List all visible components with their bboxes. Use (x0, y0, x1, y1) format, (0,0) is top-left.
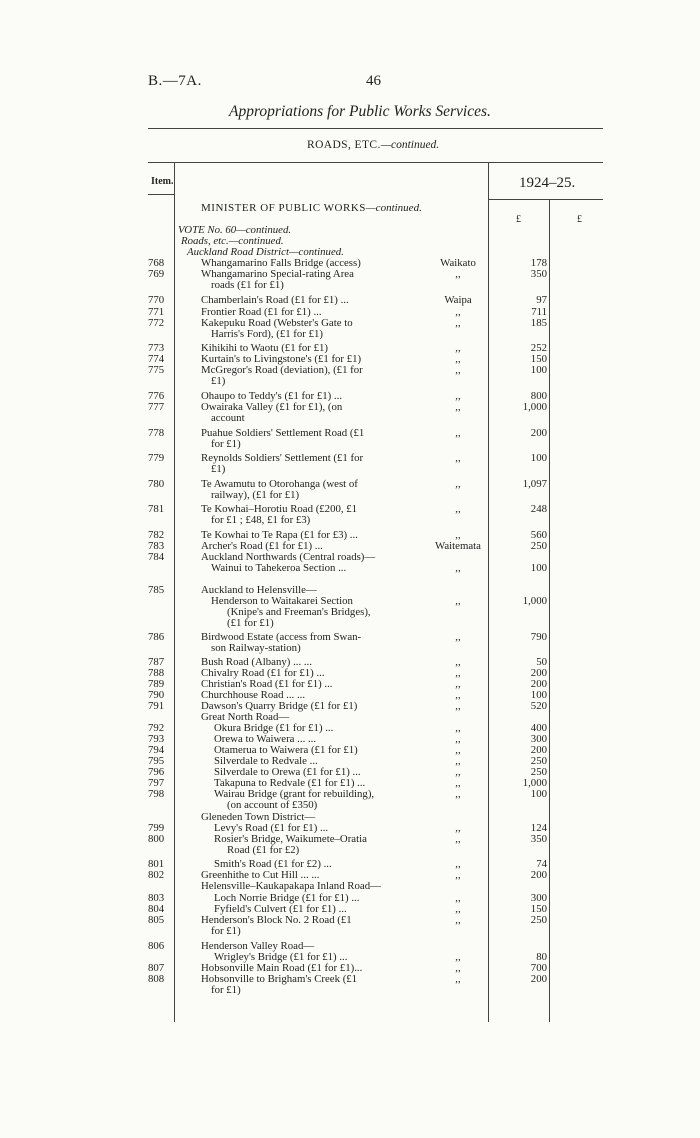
district-name: ,, (455, 700, 461, 712)
item-number: 799 (148, 822, 165, 834)
item-number: 775 (148, 364, 165, 376)
item-description: Te Awamutu to Otorohanga (west of (201, 478, 358, 490)
item-number: 777 (148, 401, 165, 413)
amount-value: 100 (530, 689, 547, 701)
item-description: (£1 for £1) (227, 617, 274, 629)
item-number: 800 (148, 833, 165, 845)
amount-value: 252 (530, 342, 547, 354)
item-description: Wainui to Tahekeroa Section ... (211, 562, 347, 574)
item-description: Auckland Northwards (Central roads)— (201, 551, 376, 563)
amount-value: 1,000 (522, 595, 547, 607)
item-number: 778 (148, 427, 165, 439)
item-number: 805 (148, 914, 165, 926)
item-number: 780 (148, 478, 165, 490)
amount-value: 200 (530, 869, 547, 881)
item-description: £1) (211, 463, 226, 475)
amount-value: 790 (530, 631, 547, 643)
item-description: son Railway-station) (211, 642, 301, 654)
item-number: 801 (148, 858, 165, 870)
item-description: Kihikihi to Waotu (£1 for £1) (201, 342, 328, 354)
amount-value: 350 (530, 268, 547, 280)
amount-value: 200 (530, 427, 547, 439)
amount-value: 124 (530, 822, 547, 834)
item-description: McGregor's Road (deviation), (£1 for (201, 364, 363, 376)
item-number: 802 (148, 869, 165, 881)
amount-value: 560 (530, 529, 547, 541)
item-description: Churchhouse Road ... ... (201, 689, 306, 701)
item-number: 807 (148, 962, 165, 974)
item-number: 776 (148, 390, 165, 402)
item-description: Okura Bridge (£1 for £1) ... (214, 722, 334, 734)
item-description: Levy's Road (£1 for £1) ... (214, 822, 329, 834)
district-name: ,, (455, 973, 461, 985)
amount-value: 400 (530, 722, 547, 734)
amount-value: 50 (536, 656, 547, 668)
item-number: 793 (148, 733, 165, 745)
district-name: ,, (455, 562, 461, 574)
district-name: ,, (455, 962, 461, 974)
district-name: ,, (455, 777, 461, 789)
item-description: (Knipe's and Freeman's Bridges), (227, 606, 371, 618)
item-description: Birdwood Estate (access from Swan- (201, 631, 362, 643)
district-name: ,, (455, 689, 461, 701)
amount-value: 250 (530, 914, 547, 926)
amount-value: 250 (530, 540, 547, 552)
district-name: ,, (455, 268, 461, 280)
amount-value: 520 (530, 700, 547, 712)
item-number: 779 (148, 452, 165, 464)
district-name: ,, (455, 503, 461, 515)
amount-value: 178 (530, 257, 547, 269)
amount-value: 97 (536, 294, 547, 306)
item-description: Otamerua to Waiwera (£1 for £1) (214, 744, 358, 756)
district-name: ,, (455, 722, 461, 734)
district-name: Waitemata (435, 540, 481, 552)
amount-value: 150 (530, 353, 547, 365)
district-name: ,, (455, 733, 461, 745)
amount-value: 100 (530, 788, 547, 800)
item-description: Henderson to Waitakarei Section (211, 595, 353, 607)
item-number: 797 (148, 777, 165, 789)
district-name: ,, (455, 390, 461, 402)
item-number: 769 (148, 268, 165, 280)
item-number: 795 (148, 755, 165, 767)
amount-value: 200 (530, 744, 547, 756)
item-number: 781 (148, 503, 165, 515)
district-name: ,, (455, 833, 461, 845)
amount-value: 1,000 (522, 777, 547, 789)
item-description: (on account of £350) (227, 799, 318, 811)
item-number: 787 (148, 656, 165, 668)
amount-value: 350 (530, 833, 547, 845)
top-rule (148, 128, 603, 129)
district-name: Waipa (444, 294, 472, 306)
district-name: ,, (455, 342, 461, 354)
item-description: Kakepuku Road (Webster's Gate to (201, 317, 353, 329)
item-description: Archer's Road (£1 for £1) ... (201, 540, 323, 552)
amount-value: 100 (530, 452, 547, 464)
item-description: Loch Norrie Bridge (£1 for £1) ... (214, 892, 360, 904)
item-description: Orewa to Waiwera ... ... (214, 733, 317, 745)
item-description: £1) (211, 375, 226, 387)
amount-value: 200 (530, 678, 547, 690)
pound-sign-col1: £ (516, 214, 521, 225)
item-header-rule (148, 194, 174, 195)
ministry-heading: MINISTER OF PUBLIC WORKS—continued. (201, 202, 422, 214)
district-name: ,, (455, 427, 461, 439)
item-description: account (211, 412, 245, 424)
item-description: for £1) (211, 925, 241, 937)
amount-value: 200 (530, 667, 547, 679)
item-description: for £1) (211, 438, 241, 450)
amount-value: 150 (530, 903, 547, 915)
table-top-rule (148, 162, 603, 163)
amount-value: 100 (530, 562, 547, 574)
district-name: ,, (455, 822, 461, 834)
item-description: railway), (£1 for £1) (211, 489, 300, 501)
item-number: 806 (148, 940, 165, 952)
item-description: Te Kowhai–Horotiu Road (£200, £1 (201, 503, 358, 515)
section-subtitle: ROADS, ETC.—continued. (307, 139, 440, 151)
district-name: ,, (455, 951, 461, 963)
item-number: 794 (148, 744, 165, 756)
document-reference: B.—7A. (148, 73, 202, 89)
item-description: Henderson's Block No. 2 Road (£1 (201, 914, 352, 926)
item-number: 772 (148, 317, 165, 329)
item-description: Reynolds Soldiers' Settlement (£1 for (201, 452, 364, 464)
district-name: ,, (455, 452, 461, 464)
district-name: ,, (455, 869, 461, 881)
item-description: Chivalry Road (£1 for £1) ... (201, 667, 325, 679)
amount-value: 300 (530, 892, 547, 904)
item-description: Frontier Road (£1 for £1) ... (201, 306, 322, 318)
item-number: 789 (148, 678, 165, 690)
district-name: ,, (455, 678, 461, 690)
item-number: 803 (148, 892, 165, 904)
item-number: 784 (148, 551, 165, 563)
item-description: Bush Road (Albany) ... ... (201, 656, 312, 668)
item-number: 798 (148, 788, 165, 800)
year-column-header: 1924–25. (519, 175, 576, 191)
district-name: ,, (455, 858, 461, 870)
amount-value: 185 (530, 317, 547, 329)
item-description: VOTE No. 60—continued. (178, 224, 292, 236)
item-number: 768 (148, 257, 165, 269)
amount-value: 250 (530, 766, 547, 778)
item-description: Silverdale to Orewa (£1 for £1) ... (214, 766, 361, 778)
district-name: ,, (455, 667, 461, 679)
district-name: ,, (455, 744, 461, 756)
district-name: Waikato (440, 257, 476, 269)
item-description: Harris's Ford), (£1 for £1) (211, 328, 323, 340)
item-description: Auckland Road District—continued. (187, 246, 344, 258)
item-description: Dawson's Quarry Bridge (£1 for £1) (201, 700, 358, 712)
item-number: 788 (148, 667, 165, 679)
item-description: for £1) (211, 984, 241, 996)
amount-value: 74 (536, 858, 547, 870)
district-name: ,, (455, 656, 461, 668)
item-description: Auckland to Helensville— (201, 584, 317, 596)
amount-value: 200 (530, 973, 547, 985)
amount-value: 800 (530, 390, 547, 402)
district-name: ,, (455, 401, 461, 413)
item-description: Ohaupo to Teddy's (£1 for £1) ... (201, 390, 343, 402)
district-name: ,, (455, 364, 461, 376)
district-name: ,, (455, 631, 461, 643)
item-number: 796 (148, 766, 165, 778)
item-description: Helensville–Kaukapakapa Inland Road— (201, 880, 381, 892)
amount-value: 1,097 (522, 478, 547, 490)
amount-value: 1,000 (522, 401, 547, 413)
item-number: 786 (148, 631, 165, 643)
item-description: Great North Road— (201, 711, 290, 723)
amount-value: 80 (536, 951, 547, 963)
item-number: 783 (148, 540, 165, 552)
item-description: Rosier's Bridge, Waikumete–Oratia (214, 833, 367, 845)
item-description: Wrigley's Bridge (£1 for £1) ... (214, 951, 348, 963)
item-column-header: Item. (151, 176, 174, 187)
item-description: Hobsonville Main Road (£1 for £1)... (201, 962, 363, 974)
item-description: Roads, etc.—continued. (181, 235, 284, 247)
item-description: Fyfield's Culvert (£1 for £1) ... (214, 903, 347, 915)
item-description: Christian's Road (£1 for £1) ... (201, 678, 333, 690)
item-description: Gleneden Town District— (201, 811, 316, 823)
item-description: roads (£1 for £1) (211, 279, 284, 291)
year-header-rule (488, 199, 603, 200)
item-description: Chamberlain's Road (£1 for £1) ... (201, 294, 349, 306)
amount-value: 300 (530, 733, 547, 745)
item-description: Hobsonville to Brigham's Creek (£1 (201, 973, 358, 985)
item-description: Greenhithe to Cut Hill ... ... (201, 869, 320, 881)
district-name: ,, (455, 595, 461, 607)
item-number: 774 (148, 353, 165, 365)
district-name: ,, (455, 903, 461, 915)
item-description: Wairau Bridge (grant for rebuilding), (214, 788, 375, 800)
amount-value: 248 (530, 503, 547, 515)
item-number: 804 (148, 903, 165, 915)
amount-value: 711 (531, 306, 547, 318)
item-number: 770 (148, 294, 165, 306)
item-number: 785 (148, 584, 165, 596)
amount-subcolumn-divider (549, 199, 550, 1022)
item-column-divider (174, 162, 175, 1022)
amount-value: 700 (530, 962, 547, 974)
item-number: 773 (148, 342, 165, 354)
district-name: ,, (455, 788, 461, 800)
district-name: ,, (455, 306, 461, 318)
page-number: 46 (366, 73, 381, 89)
item-description: Silverdale to Redvale ... (214, 755, 318, 767)
item-number: 792 (148, 722, 165, 734)
item-number: 790 (148, 689, 165, 701)
item-description: for £1 ; £48, £1 for £3) (211, 514, 311, 526)
item-description: Smith's Road (£1 for £2) ... (214, 858, 332, 870)
item-description: Owairaka Valley (£1 for £1), (on (201, 401, 343, 413)
district-name: ,, (455, 353, 461, 365)
item-description: Whangamarino Falls Bridge (access) (201, 257, 361, 269)
item-description: Henderson Valley Road— (201, 940, 315, 952)
amount-value: 100 (530, 364, 547, 376)
district-name: ,, (455, 478, 461, 490)
amount-value: 250 (530, 755, 547, 767)
item-number: 808 (148, 973, 165, 985)
district-name: ,, (455, 892, 461, 904)
item-number: 771 (148, 306, 165, 318)
item-description: Te Kowhai to Te Rapa (£1 for £3) ... (201, 529, 358, 541)
item-description: Puahue Soldiers' Settlement Road (£1 (201, 427, 365, 439)
item-description: Whangamarino Special-rating Area (201, 268, 354, 280)
item-description: Takapuna to Redvale (£1 for £1) ... (214, 777, 366, 789)
district-name: ,, (455, 755, 461, 767)
district-name: ,, (455, 529, 461, 541)
item-number: 782 (148, 529, 165, 541)
item-description: Road (£1 for £2) (227, 844, 300, 856)
pound-sign-col2: £ (577, 214, 582, 225)
district-name: ,, (455, 914, 461, 926)
item-number: 791 (148, 700, 165, 712)
district-name: ,, (455, 766, 461, 778)
district-name: ,, (455, 317, 461, 329)
item-description: Kurtain's to Livingstone's (£1 for £1) (201, 353, 362, 365)
